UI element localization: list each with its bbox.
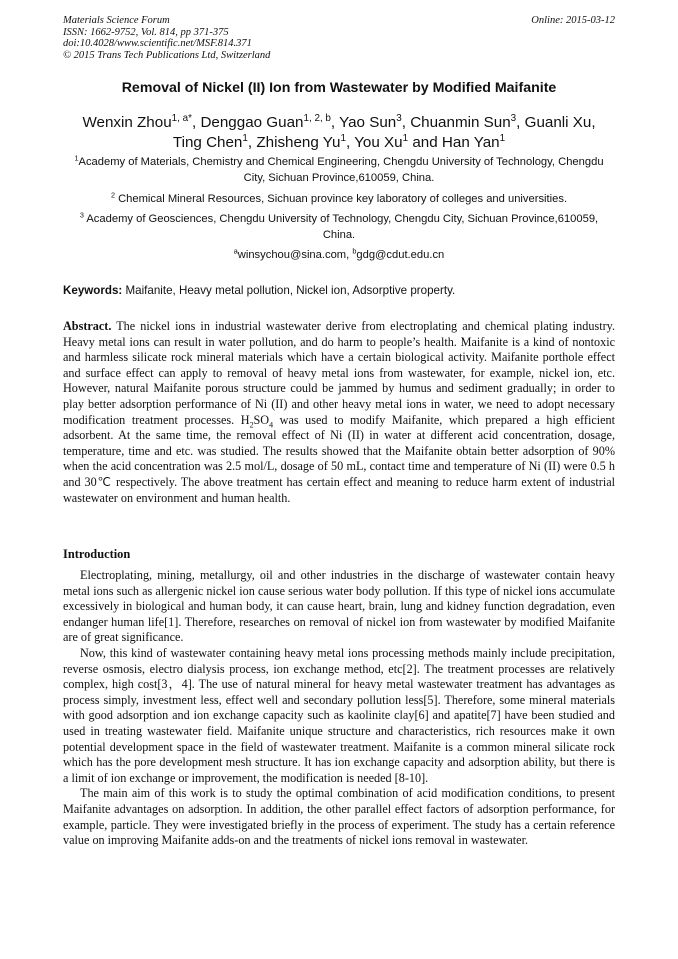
- doi-line: doi:10.4028/www.scientific.net/MSF.814.371: [63, 38, 252, 49]
- author-affil-mark: 3: [396, 112, 402, 124]
- author-name: Yao Sun: [339, 114, 397, 131]
- formula-sub: 4: [269, 420, 274, 429]
- formula-h: H: [240, 412, 250, 427]
- formula-sub: 2: [249, 420, 254, 429]
- author-separator: ,: [401, 114, 411, 131]
- paragraph: The main aim of this work is to study the optimal combination of acid modification conditions, to present Maifanite advantages on adsorption. In addition, the other parallel effect factors of adsorption performance, for example, particle. They were investigated briefly in the process of experiment. The study has a certain reference value on improving Maifanite adds-on and the treatments of nickel ions removal in wastewater.: [63, 786, 615, 848]
- affiliation-3: [63, 211, 615, 243]
- email-line: [63, 247, 615, 263]
- author-separator: ,: [516, 114, 525, 131]
- author-affil-mark: 1: [499, 132, 506, 144]
- author-affil-mark: 1: [242, 132, 248, 144]
- author-affil-mark: 3: [510, 112, 517, 124]
- author-name: Wenxin Zhou: [82, 114, 172, 131]
- author-affil-mark: 1: [402, 132, 409, 144]
- author-affil-mark: 1: [340, 132, 347, 144]
- author-name: Zhisheng Yu: [256, 134, 341, 151]
- issn-line: ISSN: 1662-9752, Vol. 814, pp 371-375: [63, 26, 229, 38]
- email-mark: a: [233, 246, 238, 256]
- email-address: winsychou@sina.com,: [237, 249, 353, 261]
- keywords: [63, 284, 615, 297]
- author-name: Chuanmin Sun: [410, 114, 511, 131]
- section-heading-introduction: Introduction: [63, 547, 131, 561]
- affiliation-number: 3: [79, 210, 84, 220]
- keywords-label: Keywords:: [63, 284, 123, 297]
- author-separator: ,: [247, 134, 257, 151]
- author-name: Guanli Xu: [524, 114, 592, 131]
- affiliation-number: 2: [110, 190, 115, 200]
- author-list: [63, 113, 615, 153]
- author-separator: ,: [330, 114, 340, 131]
- online-date: Online: 2015-03-12: [531, 15, 615, 26]
- journal-name: Materials Science Forum: [63, 15, 170, 26]
- email-mark: b: [352, 246, 357, 256]
- author-name: Denggao Guan: [200, 114, 304, 131]
- author-name: Ting Chen: [172, 134, 243, 151]
- keywords-text: Maifanite, Heavy metal pollution, Nickel ion, Adsorptive property.: [122, 284, 456, 297]
- author-separator: and: [408, 134, 442, 151]
- author-name: Han Yan: [441, 134, 500, 151]
- author-separator: ,: [191, 114, 201, 131]
- abstract-text: The nickel ions in industrial wastewater derive from electroplating and chemical plating industry. Heavy metal ions can result in water pollution, and do harm to people’s health. Maifanite is a kind of nontoxic and harmless silicate rock mineral materials which have a certain biological activity. Maifanite porthole effect and surface effect can apply to removal of heavy metal ions from wastewater, for example, nickel ion, etc. However, natural Maifanite porous structure could be jammed by humus and sediment gradually; in order to play better adsorption performance of Ni (II) and other heavy metal ions in water, we need to adopt necessary modification treatment processes.: [63, 319, 615, 427]
- affiliation-text: Academy of Materials, Chemistry and Chemical Engineering, Chengdu University of Technology, Chengdu City, Sichuan Province,610059, China.: [78, 156, 604, 184]
- paper-title: Removal of Nickel (II) Ion from Wastewater by Modified Maifanite: [121, 80, 557, 96]
- author-separator: ,: [346, 134, 355, 151]
- copyright-line: © 2015 Trans Tech Publications Ltd, Switzerland: [63, 49, 271, 61]
- email-address: gdg@cdut.edu.cn: [356, 249, 445, 261]
- paragraph: Now, this kind of wastewater containing heavy metal ions processing methods mainly include precipitation, reverse osmosis, electro dialysis process, ion exchange method, etc[2]. The treatment processes are relatively complex, high cost[3，4]. The use of natural mineral for heavy metal wastewater treatment has advantages as process simply, investment less, effect well and secondary pollution less[5]. Therefore, some mineral materials with good adsorption and ion exchange capacity such as kaolinite clay[6] and apatite[7] have been studied and used in treating wastewater field. Maifanite unique structure and characteristics, rich resources make it own potential development space in the field of wastewater treatment. Maifanite is a common mineral silicate rock which has the pore development mesh structure. It has ion exchange capacity and adsorption ability, but there is a limit of ion exchange or improvement, the modification is needed [8-10].: [63, 645, 615, 785]
- affiliation-number: 1: [74, 153, 79, 163]
- author-name: You Xu: [354, 134, 403, 151]
- affiliation-text: Chemical Mineral Resources, Sichuan province key laboratory of colleges and universities.: [114, 193, 568, 205]
- abstract: [63, 319, 615, 506]
- affiliation-2: [63, 191, 615, 207]
- affiliation-1: [63, 154, 615, 186]
- author-affil-mark: 1, 2, b: [303, 112, 331, 124]
- journal-header: [63, 15, 615, 61]
- introduction-body: [63, 568, 615, 849]
- abstract-text: was used to modify Maifanite, which prepared a high efficient adsorbent. At the same time, the removal effect of Ni (II) in water at different acid concentration, dosage, temperature, time and etc. was studied. The results showed that the Maifanite obtain better adsorption of 90% when the acid concentration was 2.5 mol/L, dosage of 50 mL, contact time and temperature of Ni (II) were 0.5 h and 30℃ respectively. The above treatment has certain effect and meaning to reduce harm extent of industrial wastewater on environment and human health.: [63, 412, 616, 505]
- author-separator: ,: [591, 114, 596, 131]
- paragraph: Electroplating, mining, metallurgy, oil and other industries in the discharge of wastewater contain heavy metal ions such as allergenic nickel ion cause serious water body pollution. If this type of nickel ions accumulate excessively in biological and human body, it can cause heart, brain, lung and kidney function degradation, even endanger human life[1]. Therefore, researches on removal of nickel ion from wastewater by modified Maifanite are of great significance.: [63, 568, 615, 645]
- formula-so: SO: [253, 412, 270, 427]
- abstract-label: Abstract.: [63, 319, 112, 333]
- author-affil-mark: 1, a*: [171, 112, 192, 124]
- affiliation-text: Academy of Geosciences, Chengdu University of Technology, Chengdu City, Sichuan Province,610059, China.: [83, 213, 599, 241]
